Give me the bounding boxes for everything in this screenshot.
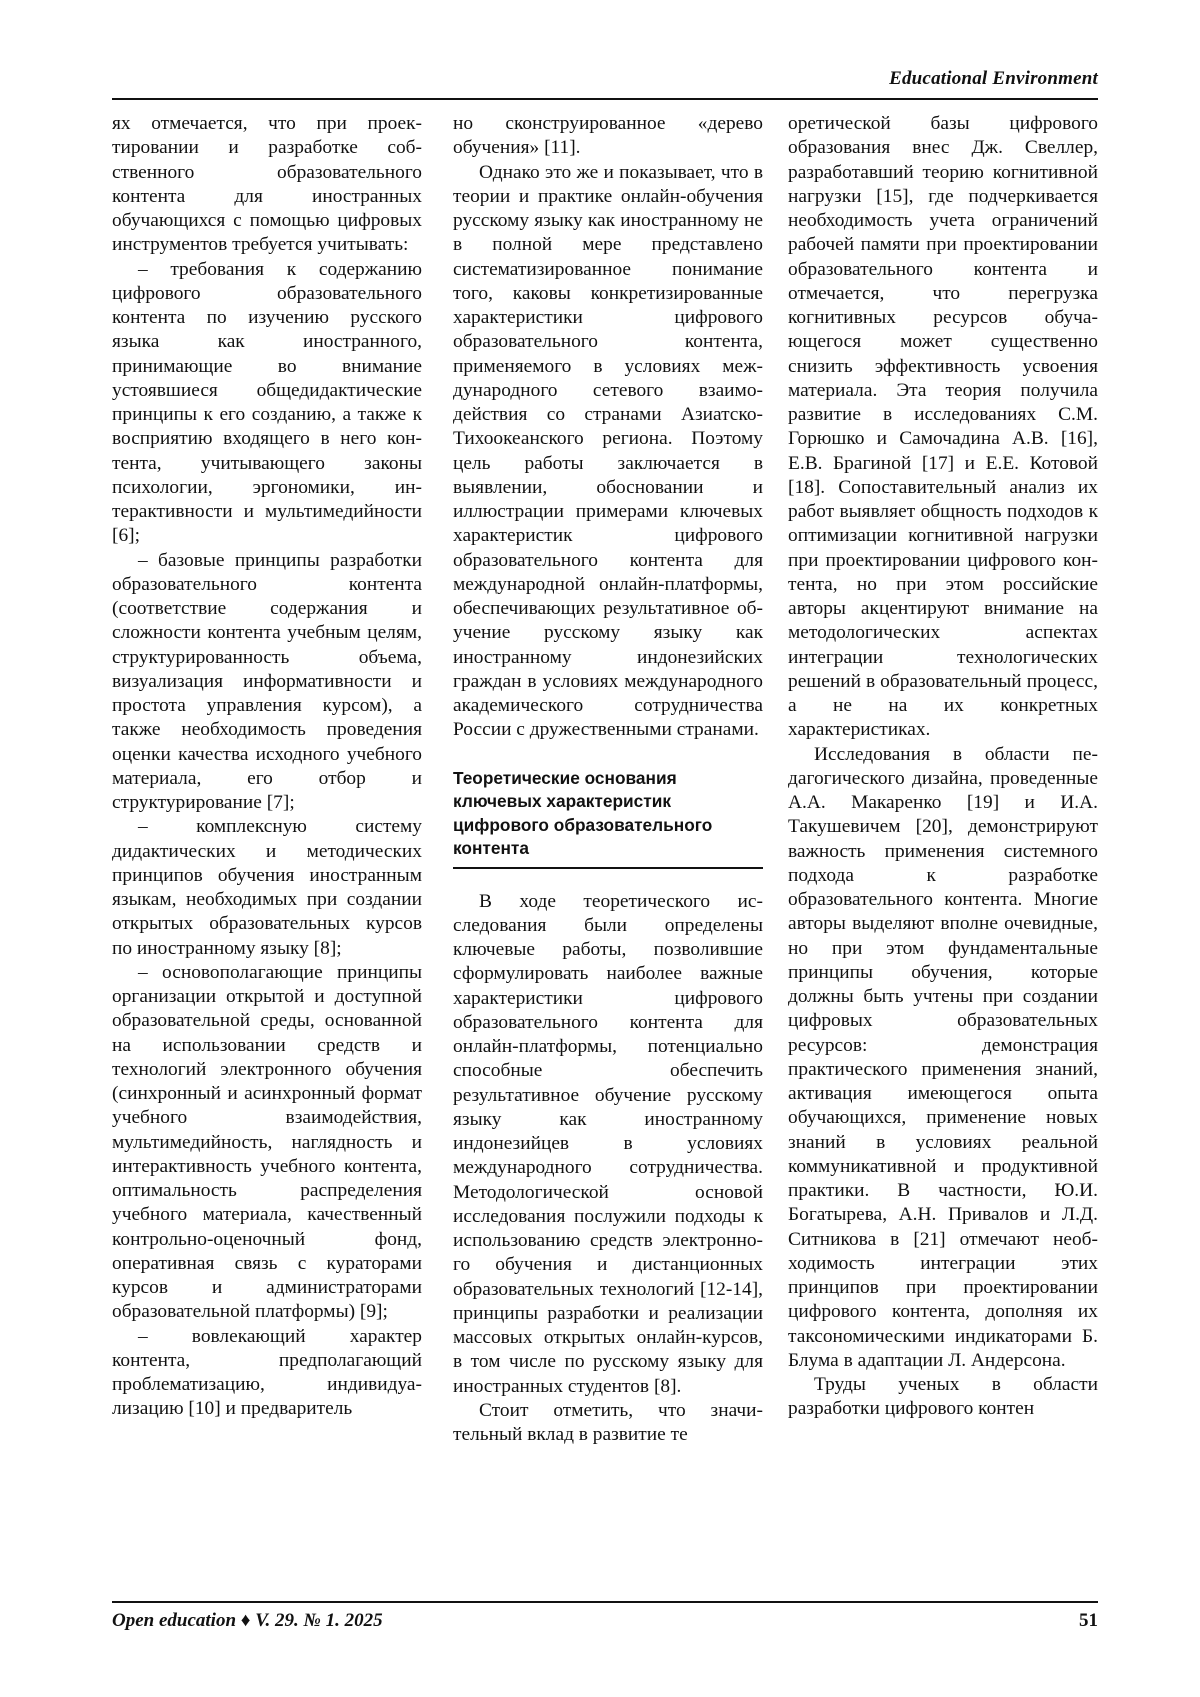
paragraph: Исследования в области педагогического дизайна, проведенные А.А. Макаренко [19] и И.А. Такушевичем [20], демонстрируют важность применения системного подхода к разработке образовательного контента. Многие авторы выделяют вполне очевидные, но при этом фундаментальные принципы обучения, которые должны быть учтены при создании цифровых образовательных ресурсов: демонстрация практического применения знаний, активация имеющегося опыта обучающихся, применение новых знаний в условиях реальной коммуникативной и продуктивной практики. В частности, Ю.И. Богатырева, А.Н. Привалов и Л.Д. Ситникова в [21] отмечают необходимость интеграции этих принципов при проектировании цифрового контента, дополняя их таксономическими индикаторами Б. Блума в адаптации Л. Андерсона. [788,743,1098,1371]
paragraph: Труды ученых в области разработки цифрового контен [788,1374,1098,1420]
page-number: 51 [1079,1610,1098,1631]
article-body [112,112,1098,1592]
section-heading: Теоретические основания ключевых характеристик цифрового образовательного контента [453,767,763,869]
paragraph: оретической базы цифрового образования внес Дж. Свеллер, разработавший теорию когнитивной нагрузки [15], где подчеркивается необходимость учета ограничений рабочей памяти при проектировании образовательного контента и отмечается, что перегрузка когнитивных ресурсов обучающегося может существенно снизить эффективность усвоения материала. Эта теория получила развитие в исследованиях С.М. Горюшко и Самочадина А.В. [16], Е.В. Брагиной [17] и Е.Е. Котовой [18]. Сопоставительный анализ их работ выявляет общность подходов к оптимизации когнитивной нагрузки при проектировании цифрового контента, но при этом российские авторы акцентируют внимание на методологических аспектах интеграции технологических решений в образовательный процесс, а не на их конкретных характеристиках. [788,113,1098,741]
paragraph: ях отмечается, что при проектировании и разработке собственного образовательного контента для иностранных обучающихся с помощью цифровых инструментов требуется учитывать: [112,113,422,256]
column-2 [453,112,763,1447]
journal-citation: Open education ♦ V. 29. № 1. 2025 [112,1610,383,1631]
header-rule [112,98,1098,100]
column-3 [788,112,1098,1422]
list-item: – вовлекающий характер контента, предполагающий проблематизацию, индивидуализацию [10] и предваритель [112,1325,422,1420]
paragraph: В ходе теоретического исследования были определены ключевые работы, позволившие сформулировать наиболее важные характеристики цифрового образовательного контента для онлайн-платформы, потенциально способные обеспечить результативное обучение русскому языку как иностранному индонезийцев в условиях международного сотрудничества. Методологической основой исследования послужили подходы к использованию средств электронного обучения и дистанционных образовательных технологий [12-14], принципы разработки и реализации массовых открытых онлайн-курсов, в том числе по русскому языку для иностранных студентов [8]. [453,890,763,1397]
list-item: – комплексную систему дидактических и методических принципов обучения иностранным языкам, необходимых при создании открытых образовательных курсов по иностранному языку [8]; [112,816,422,959]
paragraph: Стоит отметить, что значительный вклад в развитие те [453,1399,763,1445]
paragraph: но сконструированное «дерево обучения» [11]. [453,113,763,159]
list-item: – требования к содержанию цифрового образовательного контента по изучению русского языка как иностранного, принимающие во внимание устоявшиеся общедидактические принципы к его созданию, а также к восприятию входящего в него контента, учитывающего законы психологии, эргономики, интерактивности и мультимедийности [6]; [112,258,422,547]
paragraph: Однако это же и показывает, что в теории и практике онлайн-обучения русскому языку как иностранному не в полной мере представлено систематизированное понимание того, каковы конкретизированные характеристики цифрового образовательного контента, применяемого в условиях международного сетевого взаимодействия со странами Азиатско-Тихоокеанского региона. Поэтому цель работы заключается в выявлении, обосновании и иллюстрации примерами ключевых характеристик цифрового образовательного контента для международной онлайн-платформы, обеспечивающих результативное обучение русскому языку как иностранному индонезийских граждан в условиях международного академического сотрудничества России с дружественными странами. [453,161,763,741]
list-item: – основополагающие принципы организации открытой и доступной образовательной среды, основанной на использовании средств и технологий электронного обучения (синхронный и асинхронный формат учебного взаимодействия, мультимедийность, наглядность и интерактивность учебного контента, оптимальность распределения учебного материала, качественный контрольно-оценочный фонд, оперативная связь с кураторами курсов и администраторами образовательной платформы) [9]; [112,961,422,1323]
column-1 [112,112,422,1422]
footer-rule [112,1601,1098,1603]
journal-section-title: Educational Environment [889,68,1098,89]
running-header [112,68,1098,90]
list-item: – базовые принципы разработки образовательного контента (соответствие содержания и сложности контента учебным целям, структурированность объема, визуализация информативности и простота управления курсом), а также необходимость проведения оценки качества исходного учебного материала, его отбор и структурирование [7]; [112,549,422,813]
